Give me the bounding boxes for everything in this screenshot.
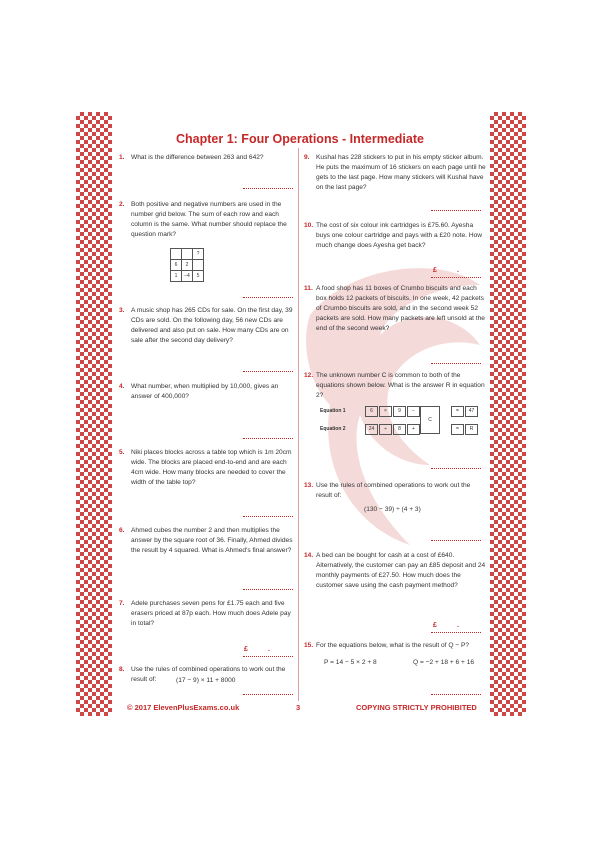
copyright-text: © 2017 ElevenPlusExams.co.uk [127, 703, 240, 712]
question-number: 14. [304, 552, 314, 559]
copy-notice: COPYING STRICTLY PROHIBITED [356, 703, 477, 712]
answer-line-14[interactable] [431, 632, 481, 633]
answer-line-10[interactable] [431, 277, 481, 278]
question-number: 3. [119, 307, 125, 314]
question-text: Ahmed cubes the number 2 and then multiplies the answer by the square root of 36. Finally, Ahmed divides the result by 4 squared. What is Ahmed's final answer? [131, 527, 293, 554]
answer-line-12[interactable] [431, 468, 481, 469]
question-text: Use the rules of combined operations to work out the result of: [131, 666, 286, 683]
pound-sign-7: £ [244, 646, 248, 653]
decimal-point-10: . [457, 267, 459, 274]
answer-line-8[interactable] [243, 694, 293, 695]
answer-line-15[interactable] [431, 694, 481, 695]
eq-box: 24 [365, 424, 378, 435]
page-number: 3 [296, 703, 301, 712]
decimal-point-7: . [268, 646, 270, 653]
grid-cell: 1 [171, 271, 182, 282]
number-grid [170, 248, 204, 282]
question-2 [119, 200, 297, 240]
question-6 [119, 526, 297, 556]
question-text: Kushal has 228 stickers to put in his empty sticker album. He puts the maximum of 16 stickers on each page until he gets to the last page. How many stickers will Kushal have on the last page? [316, 154, 486, 191]
question-number: 9. [304, 154, 310, 161]
grid-cell: −4 [182, 271, 193, 282]
answer-line-1[interactable] [243, 188, 293, 189]
question-number: 13. [304, 482, 314, 489]
eq-box: = [451, 424, 464, 435]
grid-cell [193, 260, 204, 271]
eq-box: 47 [465, 406, 478, 417]
common-c-box: C [420, 406, 440, 434]
question-number: 4. [119, 383, 125, 390]
equation-label: Equation 2 [320, 426, 346, 432]
question-text: A food shop has 11 boxes of Crumbo biscuits and each box holds 12 packets of biscuits. In one week, 42 packets of Crumbo biscuits are sold, and in the second week 52 packets are sold. How many packets are left unsold at the end of the second week? [316, 285, 485, 332]
question-text: The unknown number C is common to both of the equations shown below. What is the answer R in equation 2? [316, 372, 485, 399]
question-number: 2. [119, 201, 125, 208]
question-15 [304, 641, 486, 651]
question-text: What number, when multiplied by 10,000, gives an answer of 400,000? [131, 383, 279, 400]
eq-box: 9 [393, 406, 406, 417]
answer-line-9[interactable] [431, 210, 481, 211]
question-text: What is the difference between 263 and 642? [131, 154, 264, 161]
grid-cell [171, 249, 182, 260]
question-13 [304, 481, 486, 501]
answer-line-11[interactable] [431, 363, 481, 364]
question-text: Adele purchases seven pens for £1.75 each and five erasers priced at 87p each. How much does Adele pay in total? [131, 600, 291, 627]
eq-box: × [379, 406, 392, 417]
question-number: 10. [304, 222, 314, 229]
question-1 [119, 153, 293, 163]
question-number: 8. [119, 666, 125, 673]
expression-8: (17 − 9) × 11 + 8000 [176, 677, 236, 684]
question-number: 5. [119, 449, 125, 456]
answer-line-5[interactable] [243, 516, 293, 517]
eq-box: R [465, 424, 478, 435]
question-number: 6. [119, 527, 125, 534]
expression-13: (130 − 39) ÷ (4 + 3) [364, 506, 421, 513]
equation-2 [320, 424, 490, 436]
answer-line-7[interactable] [243, 656, 293, 657]
question-text: A music shop has 265 CDs for sale. On the first day, 39 CDs are sold. On the following day, 56 new CDs are delivered and also put on sale. How many CDs are on sale after the second day delivery? [131, 307, 293, 344]
question-text: Use the rules of combined operations to work out the result of: [316, 482, 471, 499]
eq-box: − [407, 406, 420, 417]
question-text: A bed can be bought for cash at a cost of £640. Alternatively, the customer can pay an £85 deposit and 24 monthly payments of £27.50. How much does the customer save using the cash payment method? [316, 552, 486, 589]
question-text: The cost of six colour ink cartridges is £75.60. Ayesha buys one colour cartridge and pays with a £20 note. How much change does Ayesha get back? [316, 222, 483, 249]
eq-box: = [451, 406, 464, 417]
answer-line-6[interactable] [243, 589, 293, 590]
column-divider [298, 148, 299, 701]
page-title: Chapter 1: Four Operations - Intermediate [176, 132, 424, 146]
question-number: 15. [304, 642, 314, 649]
question-text: Niki places blocks across a table top which is 1m 20cm wide. The blocks are placed end-to-end and are each 4cm wide. How many blocks are needed to cover the width of the table top? [131, 449, 292, 486]
question-number: 11. [304, 285, 313, 292]
question-5 [119, 448, 297, 488]
pound-sign-14: £ [433, 622, 437, 629]
question-9 [304, 153, 486, 193]
grid-cell: 6 [171, 260, 182, 271]
grid-cell [182, 249, 193, 260]
answer-line-2[interactable] [243, 297, 293, 298]
question-text: For the equations below, what is the result of Q − P? [316, 642, 470, 649]
question-3 [119, 306, 297, 346]
question-4 [119, 382, 297, 402]
question-10 [304, 221, 486, 251]
answer-line-13[interactable] [431, 540, 481, 541]
answer-line-3[interactable] [243, 371, 293, 372]
equation-label: Equation 1 [320, 408, 346, 414]
grid-cell: 5 [193, 271, 204, 282]
question-12 [304, 371, 486, 401]
eq-box: + [407, 424, 420, 435]
eq-box: 8 [393, 424, 406, 435]
decimal-point-14: . [457, 622, 459, 629]
eq-box: ÷ [379, 424, 392, 435]
answer-line-4[interactable] [243, 438, 293, 439]
p-equation: P = 14 − 5 × 2 + 8 [324, 659, 377, 666]
left-checker-border [76, 112, 112, 716]
question-14 [304, 551, 486, 591]
right-checker-border [490, 112, 526, 716]
question-number: 1. [119, 154, 125, 161]
question-number: 7. [119, 600, 125, 607]
question-number: 12. [304, 372, 314, 379]
grid-cell: ? [193, 249, 204, 260]
grid-cell: 2 [182, 260, 193, 271]
equation-1 [320, 406, 490, 418]
eq-box: 6 [365, 406, 378, 417]
q-equation: Q = −2 + 18 + 6 + 16 [413, 659, 475, 666]
question-7 [119, 599, 297, 629]
question-text: Both positive and negative numbers are used in the number grid below. The sum of each row and each column is the same. What number should replace the question mark? [131, 201, 287, 238]
question-11 [304, 284, 486, 334]
pound-sign-10: £ [433, 267, 437, 274]
